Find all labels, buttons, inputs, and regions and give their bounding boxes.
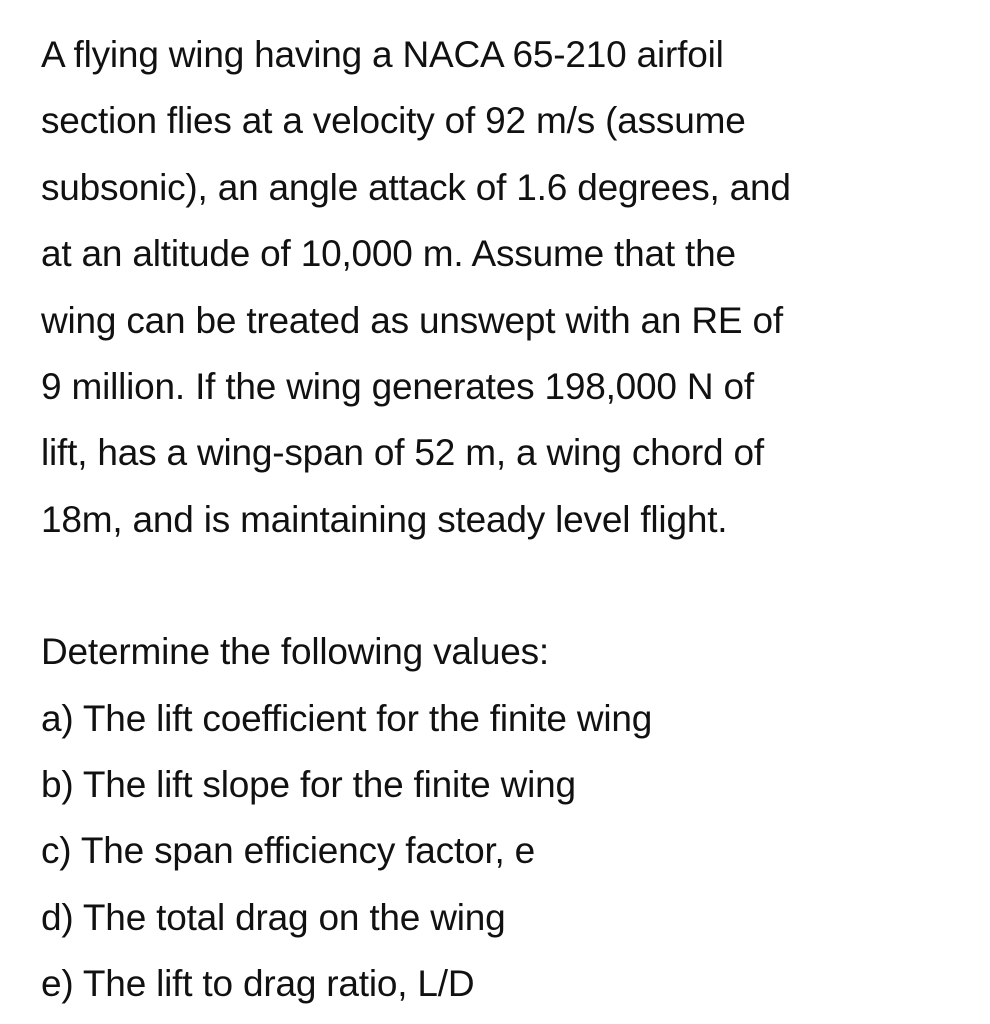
problem-line: 9 million. If the wing generates 198,000 N of xyxy=(41,365,754,407)
problem-line: lift, has a wing-span of 52 m, a wing chord of xyxy=(41,432,764,474)
question-item-d: d) The total drag on the wing xyxy=(41,896,506,938)
question-item-b: b) The lift slope for the finite wing xyxy=(41,763,576,805)
document-body xyxy=(41,22,971,1017)
problem-statement xyxy=(41,22,971,553)
paragraph-gap xyxy=(41,553,971,619)
question-list xyxy=(41,619,971,1017)
problem-line: 18m, and is maintaining steady level flight. xyxy=(41,498,728,540)
question-item-e: e) The lift to drag ratio, L/D xyxy=(41,963,475,1005)
problem-line: subsonic), an angle attack of 1.6 degrees, and xyxy=(41,166,791,208)
question-intro: Determine the following values: xyxy=(41,631,549,673)
problem-line: section flies at a velocity of 92 m/s (assume xyxy=(41,100,746,142)
problem-line: wing can be treated as unswept with an RE of xyxy=(41,299,783,341)
question-item-a: a) The lift coefficient for the finite wing xyxy=(41,697,653,739)
problem-line: A flying wing having a NACA 65-210 airfoil xyxy=(41,34,724,75)
question-item-c: c) The span efficiency factor, e xyxy=(41,830,536,872)
problem-line: at an altitude of 10,000 m. Assume that the xyxy=(41,233,736,275)
